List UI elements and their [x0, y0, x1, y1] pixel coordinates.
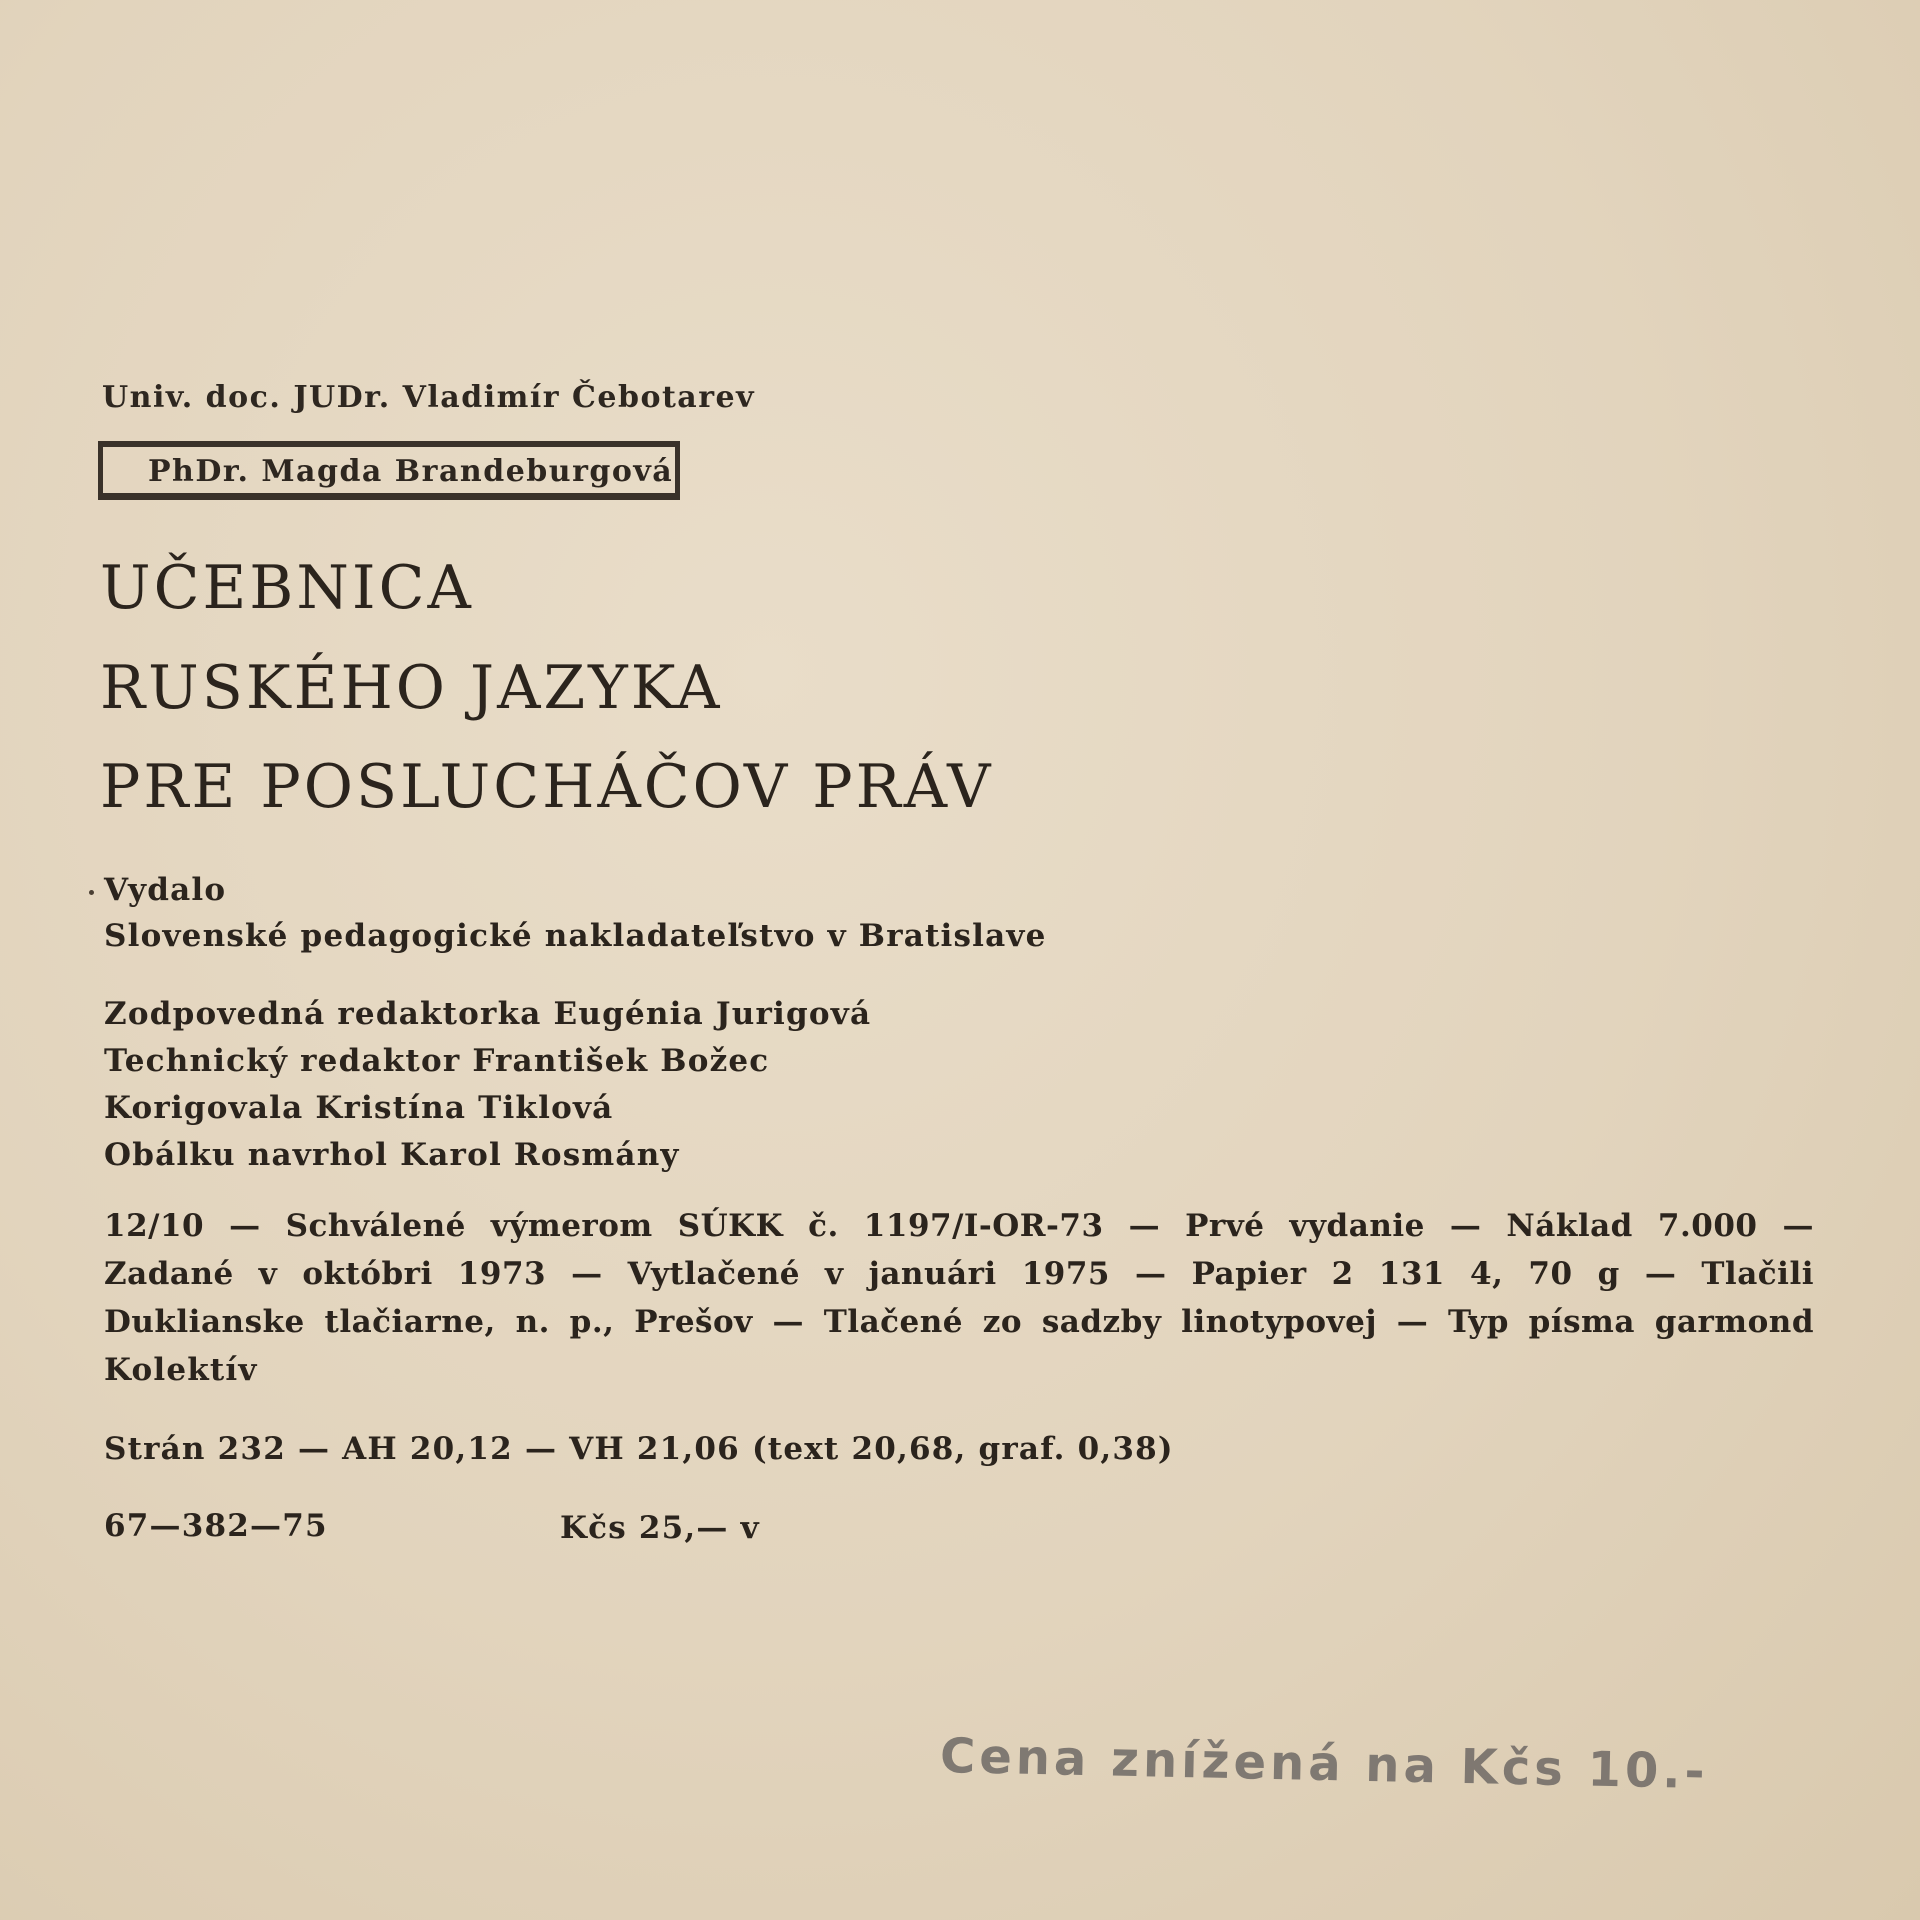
credit-proofreader: Korigovala Kristína Tiklová: [104, 1090, 614, 1126]
credit-editor: Zodpovedná redaktorka Eugénia Jurigová: [104, 996, 872, 1032]
book-title-line-1: UČEBNICA: [100, 553, 474, 623]
credit-cover-designer: Obálku navrhol Karol Rosmány: [104, 1137, 680, 1173]
imprint-line-1: 12/10 — Schválené výmerom SÚKK č. 1197/I-OR-73 — Prvé vydanie — Náklad 7.000 —: [104, 1208, 1814, 1244]
bullet-dot: [89, 890, 94, 895]
imprint-line-2: Zadané v októbri 1973 — Vytlačené v januári 1975 — Papier 2 131 4, 70 g — Tlačili: [104, 1256, 1814, 1292]
author-brandeburgova: PhDr. Magda Brandeburgová: [148, 454, 674, 489]
book-title-line-3: PRE POSLUCHÁČOV PRÁV: [100, 752, 994, 822]
page-count-line: Strán 232 — AH 20,12 — VH 21,06 (text 20,68, graf. 0,38): [104, 1431, 1174, 1467]
imprint-line-4: Kolektív: [104, 1352, 258, 1388]
publisher-label: Vydalo: [104, 872, 227, 908]
imprint-line-3: Duklianske tlačiarne, n. p., Prešov — Tlačené zo sadzby linotypovej — Typ písma garmond: [104, 1304, 1814, 1340]
book-title-line-2: RUSKÉHO JAZYKA: [100, 653, 723, 723]
price: Kčs 25,— v: [560, 1510, 760, 1546]
author-cebotarev: Univ. doc. JUDr. Vladimír Čebotarev: [102, 380, 756, 415]
publisher-name: Slovenské pedagogické nakladateľstvo v Bratislave: [104, 918, 1047, 954]
price-reduction-stamp: Cena znížená na Kčs 10.-: [939, 1727, 1710, 1801]
catalog-number: 67—382—75: [104, 1508, 328, 1544]
credit-technical-editor: Technický redaktor František Božec: [104, 1043, 770, 1079]
